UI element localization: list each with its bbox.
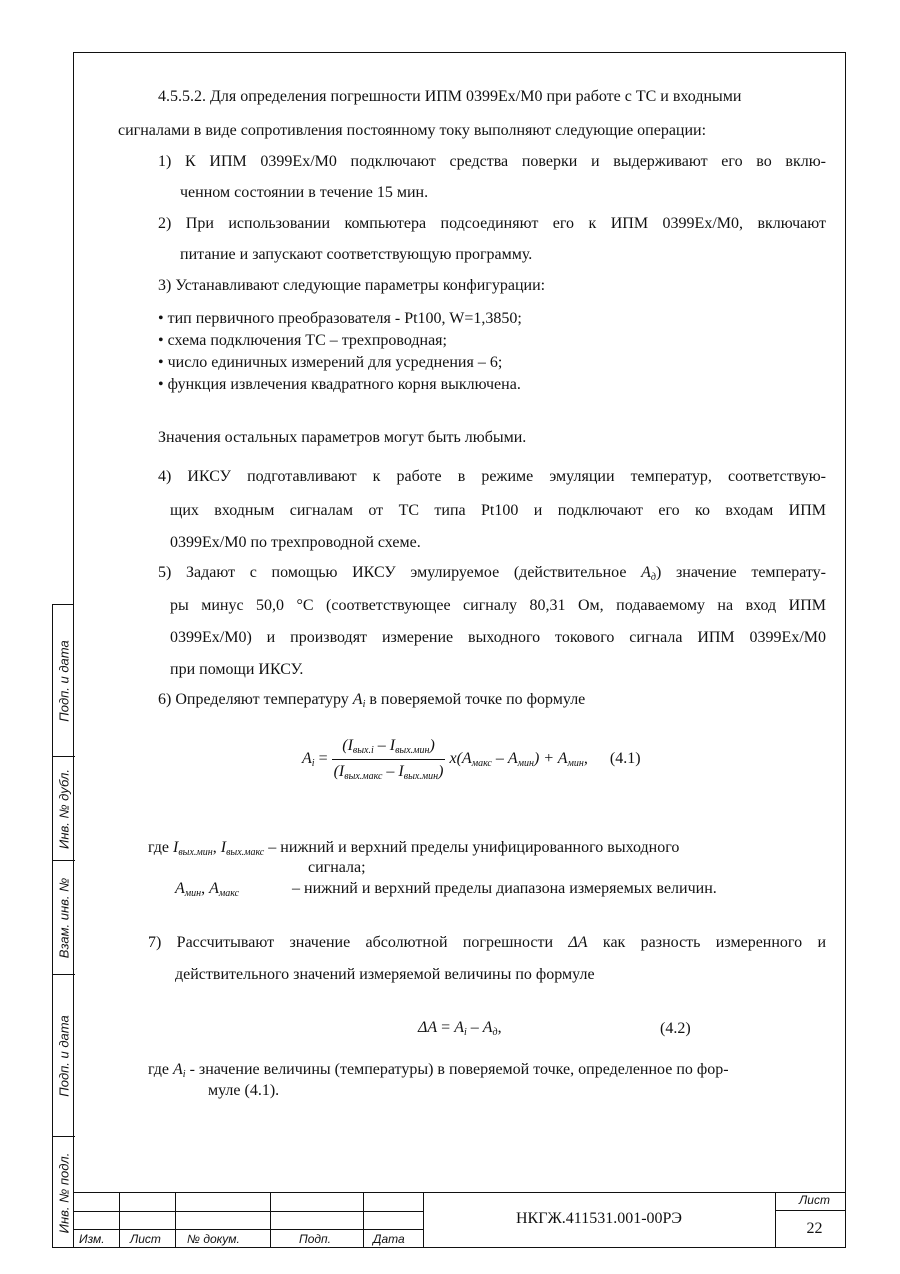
side-cell-sign-date-2 bbox=[53, 975, 75, 1137]
bullet-icon: • bbox=[158, 354, 164, 371]
side-label: Инв. № подл. bbox=[56, 1152, 72, 1234]
step-3-line-1: 3) Устанавливают следующие параметры конфигурации: bbox=[158, 277, 546, 294]
where-line-1: где $I_{вых.мин}$, $I_{вых.макс}$ – нижний и верхний пределы унифицированного выходного bbox=[148, 839, 680, 858]
list-item: • число единичных измерений для усреднения – 6; bbox=[158, 354, 503, 371]
tb-line bbox=[775, 1192, 776, 1248]
side-cell-dup-inv bbox=[53, 757, 75, 861]
where2-line-2: муле (4.1). bbox=[208, 1082, 280, 1099]
tb-label-data: Дата bbox=[373, 1232, 405, 1246]
list-item: • схема подключения ТС – трехпроводная; bbox=[158, 332, 447, 349]
step-4-line-2: щих входным сигналам от ТС типа Pt100 и подключают его ко входам ИПМ bbox=[170, 502, 826, 519]
tb-line bbox=[73, 1211, 423, 1212]
tb-label-list: Лист bbox=[130, 1232, 161, 1246]
sheet-number: 22 bbox=[806, 1220, 823, 1237]
side-cell-orig-inv bbox=[53, 1137, 75, 1249]
step-5-line-1: 5) Задают с помощью ИКСУ эмулируемое (действительное $A_д$) значение температу- bbox=[158, 564, 827, 583]
sheet-label: Лист bbox=[799, 1193, 830, 1207]
tb-line bbox=[270, 1192, 271, 1248]
list-item: • функция извлечения квадратного корня выключена. bbox=[158, 376, 521, 393]
side-cell-replace-inv bbox=[53, 861, 75, 975]
tb-line bbox=[119, 1192, 120, 1248]
bullet-icon: • bbox=[158, 376, 164, 393]
formula-4-2: $\Delta A = A_i - A_д$, bbox=[418, 1019, 502, 1038]
step-1-line-1: 1) К ИПМ 0399Ex/M0 подключают средства поверки и выдерживают его во вклю- bbox=[158, 153, 826, 170]
step-1-line-2: ченном состоянии в течение 15 мин. bbox=[180, 184, 429, 201]
formula-number: (4.2) bbox=[660, 1020, 691, 1037]
tb-line bbox=[363, 1192, 364, 1248]
section-heading-line-1: 4.5.5.2. Для определения погрешности ИПМ 0399Ex/M0 при работе с ТС и входными bbox=[158, 88, 742, 105]
where-line-1b: сигнала; bbox=[308, 859, 366, 876]
tb-label-doc: № докум. bbox=[187, 1232, 240, 1246]
step-6-line-1: 6) Определяют температуру $A_i$ в поверяемой точке по формуле bbox=[158, 691, 586, 710]
side-label: Взам. инв. № bbox=[56, 877, 72, 958]
step-2-line-2: питание и запускают соответствующую программу. bbox=[180, 246, 533, 263]
side-label: Подп. и дата bbox=[56, 639, 72, 722]
formula-4-1: $A_i$ = $\frac{(I_{вых.i} - I_{вых.мин})}{(I_{вых.макс} - I_{вых.мин})}$ $x(A_{макс} - A_{мин}) + A_{мин}$, (4.1) bbox=[302, 737, 641, 782]
where2-line-1: где $A_i$ - значение величины (температуры) в поверяемой точке, определенное по фор- bbox=[148, 1061, 729, 1080]
step-5-line-4: при помощи ИКСУ. bbox=[170, 661, 304, 678]
bullet-icon: • bbox=[158, 332, 164, 349]
step-4-line-3: 0399Ex/M0 по трехпроводной схеме. bbox=[170, 534, 421, 551]
step-5-line-3: 0399Ex/M0) и производят измерение выходного токового сигнала ИПМ 0399Ex/M0 bbox=[170, 629, 826, 646]
tb-line bbox=[775, 1210, 846, 1211]
step-2-line-1: 2) При использовании компьютера подсоединяют его к ИПМ 0399Ex/M0, включают bbox=[158, 215, 826, 232]
formula-number: (4.1) bbox=[609, 750, 641, 768]
tb-line bbox=[73, 1192, 846, 1193]
tb-label-izm: Изм. bbox=[79, 1232, 105, 1246]
title-block bbox=[73, 1192, 846, 1248]
where-line-2: $A_{мин}$, $A_{макс}$ bbox=[175, 880, 240, 899]
step-4-line-1: 4) ИКСУ подготавливают к работе в режиме эмуляции температур, соответствую- bbox=[158, 468, 826, 485]
tb-line bbox=[73, 1229, 423, 1230]
side-label: Подп. и дата bbox=[56, 1014, 72, 1097]
section-heading-line-2: сигналами в виде сопротивления постоянному току выполняют следующие операции: bbox=[118, 122, 707, 139]
other-params-note: Значения остальных параметров могут быть любыми. bbox=[158, 429, 527, 446]
where-line-2-desc: – нижний и верхний пределы диапазона измеряемых величин. bbox=[292, 880, 717, 897]
side-label: Инв. № дубл. bbox=[56, 768, 72, 849]
tb-label-podp: Подп. bbox=[299, 1232, 331, 1246]
document-number: НКГЖ.411531.001-00РЭ bbox=[515, 1210, 682, 1227]
bullet-icon: • bbox=[158, 310, 164, 327]
formula-fraction bbox=[332, 737, 446, 782]
fraction-numerator: $(I_{вых.i} - I_{вых.мин})$ bbox=[332, 737, 446, 760]
side-stamp-column bbox=[52, 604, 74, 1248]
tb-line bbox=[175, 1192, 176, 1248]
fraction-denominator: $(I_{вых.макс} - I_{вых.мин})$ bbox=[333, 763, 444, 782]
step-7-line-2: действительного значений измеряемой величины по формуле bbox=[175, 966, 595, 983]
step-7-line-1: 7) Рассчитывают значение абсолютной погрешности ΔA как разность измеренного и bbox=[148, 934, 827, 951]
side-cell-sign-date-1 bbox=[53, 605, 75, 757]
list-item: • тип первичного преобразователя - Pt100, W=1,3850; bbox=[158, 310, 522, 327]
step-5-line-2: ры минус 50,0 °С (соответствующее сигналу 80,31 Ом, подаваемому на вход ИПМ bbox=[170, 597, 826, 614]
